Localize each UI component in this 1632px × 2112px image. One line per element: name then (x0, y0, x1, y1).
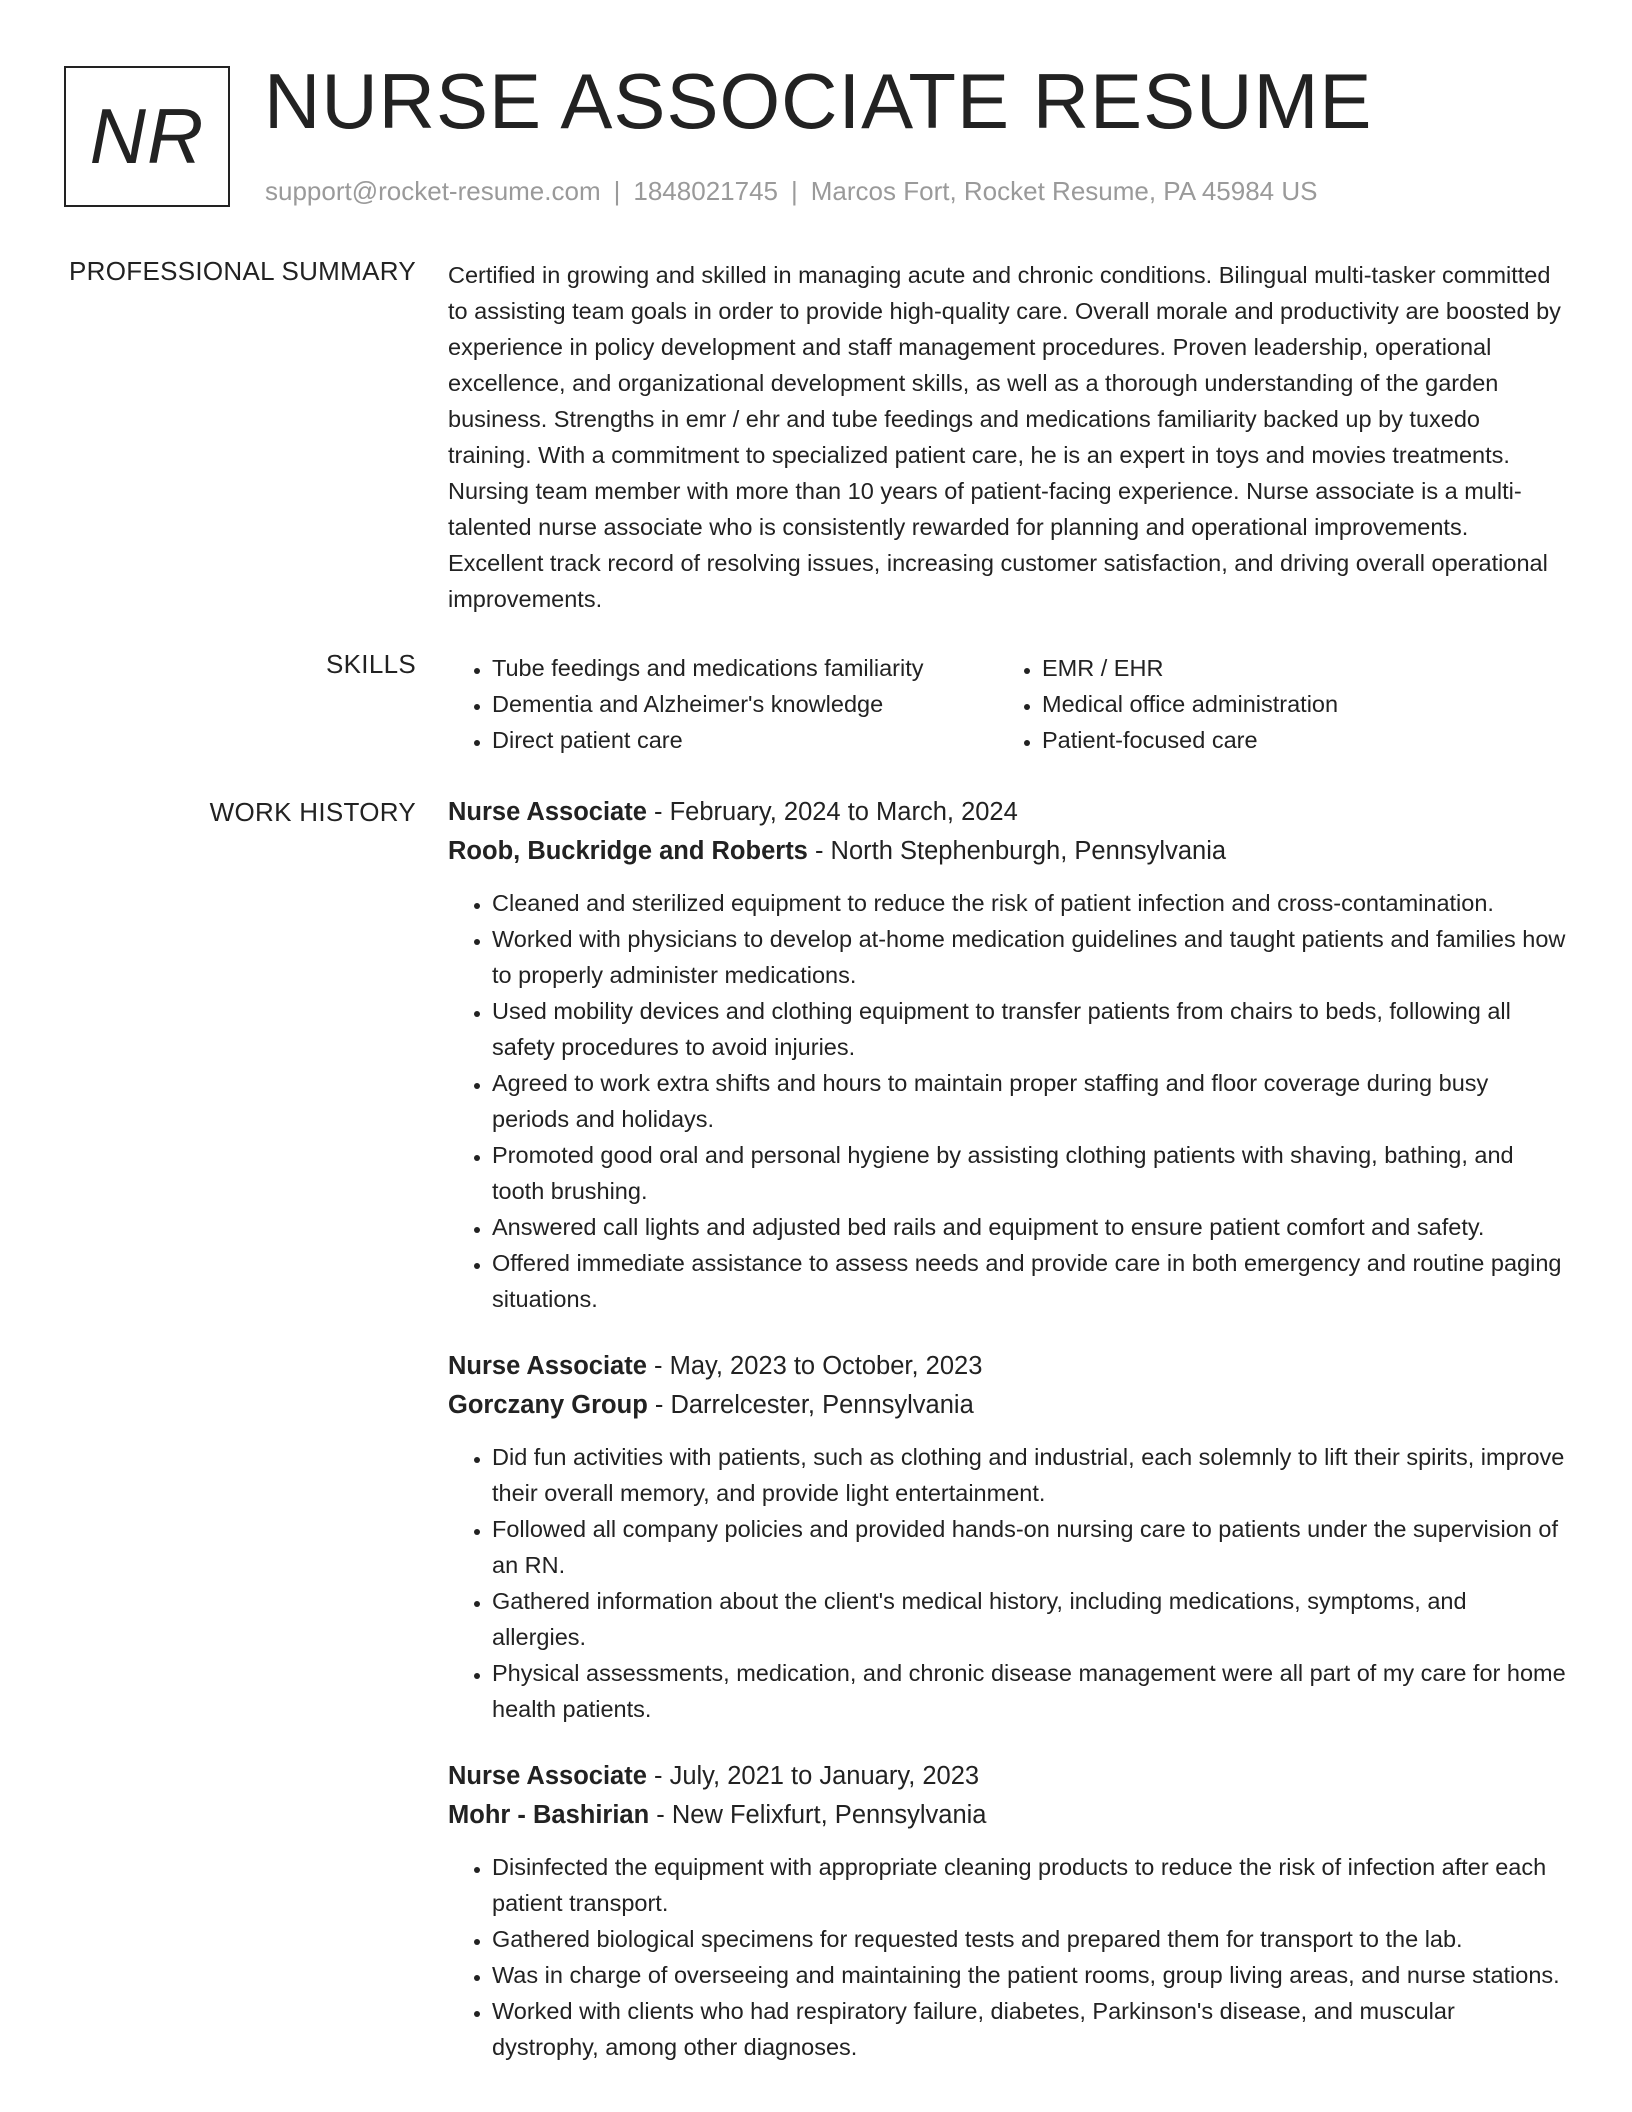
job-bullet: • Did fun activities with patients, such as clothing and industrial, each solemnly to lift their spirits, improve their overall memory, and provide light entertainment. (492, 1439, 1566, 1511)
job-employer: Mohr - Bashirian (448, 1801, 650, 1829)
skills-list-right (998, 650, 1558, 758)
skill-item: • Tube feedings and medications familiarity (492, 650, 998, 686)
job-employer-line (448, 832, 1566, 871)
skill-item: • EMR / EHR (1042, 650, 1558, 686)
job-employer-line (448, 1386, 1566, 1425)
job-bullets (448, 1849, 1566, 2065)
contact-separator: | (613, 176, 621, 206)
skill-item: • Dementia and Alzheimer's knowledge (492, 686, 998, 722)
job-title: Nurse Associate (448, 1762, 647, 1790)
job-title: Nurse Associate (448, 1352, 647, 1380)
job-bullet: • Cleaned and sterilized equipment to reduce the risk of patient infection and cross-contamination. (492, 885, 1566, 921)
monogram-badge (64, 66, 230, 207)
job-title: Nurse Associate (448, 798, 647, 826)
skill-item: • Patient-focused care (1042, 722, 1558, 758)
job-dates: - February, 2024 to March, 2024 (654, 798, 1018, 826)
job-entry (448, 1757, 1566, 2065)
contact-separator: | (791, 176, 798, 206)
job-bullet: • Used mobility devices and clothing equipment to transfer patients from chairs to beds, following all safety procedures to avoid injuries. (492, 993, 1566, 1065)
job-employer-line (448, 1796, 1566, 1835)
section-summary (448, 257, 1566, 617)
job-title-line (448, 1347, 1566, 1386)
job-bullet: • Followed all company policies and provided hands-on nursing care to patients under the supervision of an RN. (492, 1511, 1566, 1583)
skill-item: • Direct patient care (492, 722, 998, 758)
job-location: - New Felixfurt, Pennsylvania (656, 1801, 987, 1829)
job-employer: Gorczany Group (448, 1391, 648, 1419)
job-title-line (448, 1757, 1566, 1796)
job-bullet: • Gathered biological specimens for requested tests and prepared them for transport to the lab. (492, 1921, 1566, 1957)
section-work-history (448, 793, 1566, 2065)
section-label-skills: SKILLS (326, 649, 416, 679)
skills-list-left (448, 650, 998, 758)
section-skills (448, 650, 1566, 758)
job-bullet: • Physical assessments, medication, and chronic disease management were all part of my care for home health patients. (492, 1655, 1566, 1727)
job-bullets (448, 885, 1566, 1317)
monogram-initials: NR (89, 92, 205, 180)
contact-address: Marcos Fort, Rocket Resume, PA 45984 US (810, 176, 1318, 206)
summary-text: Certified in growing and skilled in managing acute and chronic conditions. Bilingual multi-tasker committed to assisting team goals in order to provide high-quality care. Overall morale and productivity are boosted by experience in policy development and staff management procedures. Proven leadership, operational excellence, and organizational development skills, as well as a thorough understanding of the garden business. Strengths in emr / ehr and tube feedings and medications familiarity backed up by tuxedo training. With a commitment to specialized patient care, he is an expert in toys and movies treatments. Nursing team member with more than 10 years of patient-facing experience. Nurse associate is a multi-talented nurse associate who is consistently rewarded for planning and operational improvements. Excellent track record of resolving issues, increasing customer satisfaction, and driving overall operational improvements. (448, 262, 1561, 612)
job-entry (448, 793, 1566, 1317)
job-bullet: • Disinfected the equipment with appropriate cleaning products to reduce the risk of infection after each patient transport. (492, 1849, 1566, 1921)
job-bullet: • Agreed to work extra shifts and hours to maintain proper staffing and floor coverage during busy periods and holidays. (492, 1065, 1566, 1137)
job-dates: - May, 2023 to October, 2023 (654, 1352, 983, 1380)
job-bullet: • Was in charge of overseeing and maintaining the patient rooms, group living areas, and nurse stations. (492, 1957, 1566, 1993)
job-bullet: • Worked with physicians to develop at-home medication guidelines and taught patients and families how to properly administer medications. (492, 921, 1566, 993)
resume-title: NURSE ASSOCIATE RESUME (264, 57, 1373, 145)
job-bullets (448, 1439, 1566, 1727)
contact-line (265, 174, 1318, 208)
job-bullet: • Gathered information about the client's medical history, including medications, symptoms, and allergies. (492, 1583, 1566, 1655)
job-entry (448, 1347, 1566, 1727)
job-bullet: • Worked with clients who had respiratory failure, diabetes, Parkinson's disease, and muscular dystrophy, among other diagnoses. (492, 1993, 1566, 2065)
job-location: - North Stephenburgh, Pennsylvania (814, 837, 1227, 865)
skill-item: • Medical office administration (1042, 686, 1558, 722)
section-label-summary: PROFESSIONAL SUMMARY (69, 256, 416, 286)
job-dates: - July, 2021 to January, 2023 (654, 1762, 980, 1790)
job-location: - Darrelcester, Pennsylvania (654, 1391, 974, 1419)
job-bullet: • Offered immediate assistance to assess needs and provide care in both emergency and routine paging situations. (492, 1245, 1566, 1317)
job-bullet: • Promoted good oral and personal hygiene by assisting clothing patients with shaving, bathing, and tooth brushing. (492, 1137, 1566, 1209)
skills-grid (448, 650, 1566, 758)
job-employer: Roob, Buckridge and Roberts (448, 837, 808, 865)
contact-phone[interactable]: 1848021745 (633, 176, 778, 206)
contact-email[interactable]: support@rocket-resume.com (265, 176, 601, 206)
section-label-work-history: WORK HISTORY (209, 797, 416, 827)
job-title-line (448, 793, 1566, 832)
job-bullet: • Answered call lights and adjusted bed rails and equipment to ensure patient comfort and safety. (492, 1209, 1566, 1245)
